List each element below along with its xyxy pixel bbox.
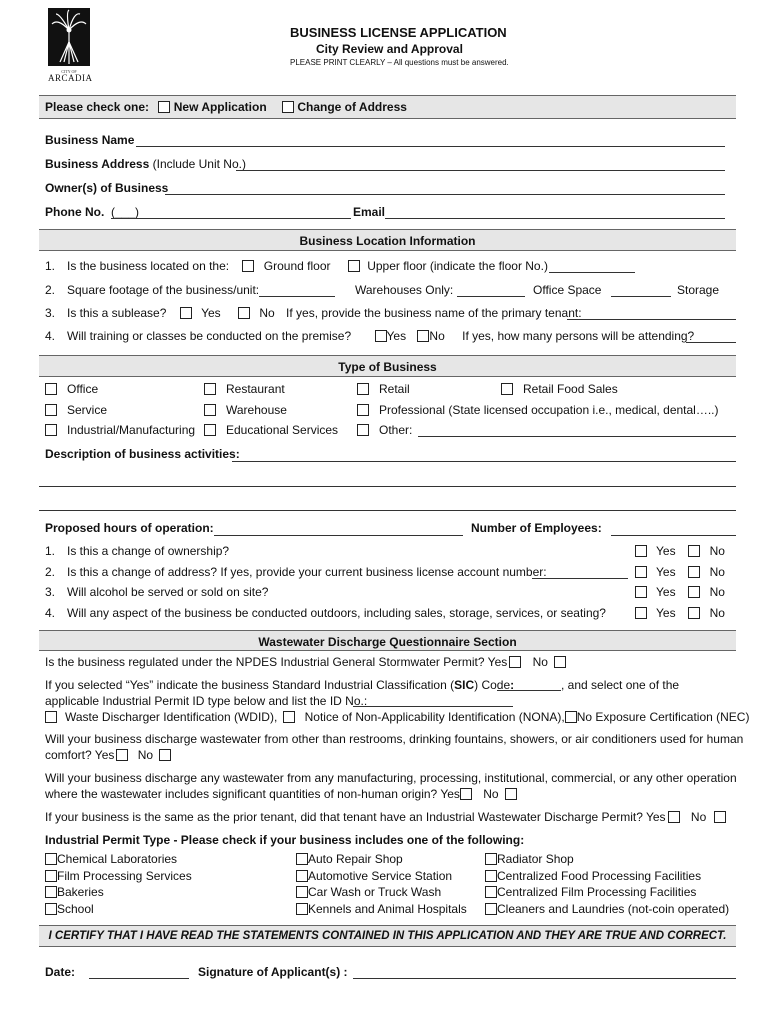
pt-col2-item: Automotive Service Station: [296, 869, 452, 883]
employees-field[interactable]: [611, 535, 736, 536]
phone-label: Phone No.: [45, 205, 105, 219]
human-question-line1: Will your business discharge wastewater from other than restrooms, drinking fountains, showers, or air conditioners used for human: [45, 732, 744, 746]
signature-field[interactable]: [353, 978, 736, 979]
pt-col3-item: Cleaners and Laundries (not-coin operated): [485, 902, 729, 916]
hours-q4: 4. Will any aspect of the business be conducted outdoors, including sales, storage, services, or seating?: [45, 606, 606, 620]
page-subtitle: City Review and Approval: [316, 42, 463, 56]
pt-col2-item: Auto Repair Shop: [296, 852, 403, 866]
retail-checkbox[interactable]: [357, 383, 369, 395]
location-q3: 3. Is this a sublease? Yes No If yes, provide the business name of the primary tenant:: [45, 306, 582, 320]
ground-floor-checkbox[interactable]: [242, 260, 254, 272]
type-col2-item: Educational Services: [204, 423, 338, 437]
auto-repair-checkbox[interactable]: [296, 853, 308, 865]
type-col2-item: Warehouse: [204, 403, 287, 417]
type-col3-item: Professional (State licensed occupation i.e., medical, dental…..): [357, 403, 719, 417]
square-footage-field[interactable]: [259, 296, 335, 297]
chemical-labs-checkbox[interactable]: [45, 853, 57, 865]
palm-tree-icon: [48, 8, 90, 66]
owners-field[interactable]: [165, 194, 725, 195]
pt-col1-item: Chemical Laboratories: [45, 852, 177, 866]
film-facilities-checkbox[interactable]: [485, 886, 497, 898]
npdes-no-checkbox[interactable]: [554, 656, 566, 668]
pt-col3-item: Radiator Shop: [485, 852, 574, 866]
office-space-label: Office Space: [533, 283, 602, 297]
q2-yes-no: Yes No: [635, 565, 725, 579]
date-label: Date:: [45, 965, 76, 979]
q4-yes-no: Yes No: [635, 606, 725, 620]
description-field-2[interactable]: [39, 486, 736, 487]
signature-label: Signature of Applicant(s) :: [198, 965, 348, 979]
new-application-label: New Application: [173, 100, 267, 114]
prior-tenant-question: If your business is the same as the prior tenant, did that tenant have an Industrial Wastewater Discharge Permit? Yes No: [45, 810, 726, 824]
training-yes-checkbox[interactable]: [375, 330, 387, 342]
certify-statement: I CERTIFY THAT I HAVE READ THE STATEMENTS CONTAINED IN THIS APPLICATION AND THEY ARE TRUE AND CORRECT.: [39, 925, 736, 947]
film-processing-checkbox[interactable]: [45, 870, 57, 882]
pt-col1-item: Film Processing Services: [45, 869, 192, 883]
address-change-no-checkbox[interactable]: [688, 566, 700, 578]
permit-id-field[interactable]: [353, 706, 513, 707]
cleaners-checkbox[interactable]: [485, 903, 497, 915]
location-q4: 4. Will training or classes be conducted on the premise? Yes No If yes, how many persons will be attending?: [45, 329, 695, 343]
wastewater-heading: Wastewater Discharge Questionnaire Section: [39, 630, 736, 651]
type-heading: Type of Business: [39, 355, 736, 377]
date-field[interactable]: [89, 978, 189, 979]
page-title: BUSINESS LICENSE APPLICATION: [290, 25, 507, 40]
wdid-checkbox[interactable]: [45, 711, 57, 723]
change-of-address-checkbox[interactable]: [282, 101, 294, 113]
mfg-no-checkbox[interactable]: [505, 788, 517, 800]
phone-field[interactable]: [111, 218, 351, 219]
logo-text: ARCADIA: [48, 73, 93, 83]
check-one-label: Please check one:: [45, 100, 150, 114]
office-checkbox[interactable]: [45, 383, 57, 395]
location-q1: 1. Is the business located on the: Ground floor Upper floor (indicate the floor No.): [45, 259, 548, 273]
email-label: Email: [353, 205, 386, 219]
q1-yes-no: Yes No: [635, 544, 725, 558]
business-address-label: Business Address: [45, 157, 150, 171]
car-wash-checkbox[interactable]: [296, 886, 308, 898]
business-address-row: [45, 157, 246, 171]
pt-col1-item: School: [45, 902, 94, 916]
business-name-label: Business Name: [45, 133, 135, 147]
pt-col1-item: Bakeries: [45, 885, 104, 899]
ownership-yes-checkbox[interactable]: [635, 545, 647, 557]
professional-checkbox[interactable]: [357, 404, 369, 416]
permit-type-heading: Industrial Permit Type - Please check if your business includes one of the following:: [45, 833, 525, 847]
office-sqft-field[interactable]: [611, 296, 671, 297]
ownership-no-checkbox[interactable]: [688, 545, 700, 557]
pt-col3-item: Centralized Film Processing Facilities: [485, 885, 696, 899]
sublease-yes-checkbox[interactable]: [180, 307, 192, 319]
business-address-note: (Include Unit No.): [152, 157, 246, 171]
business-address-field[interactable]: [236, 170, 725, 171]
pt-col3-item: Centralized Food Processing Facilities: [485, 869, 701, 883]
phone-paren: (___): [111, 205, 140, 219]
description-label: Description of business activities:: [45, 447, 240, 461]
restaurant-checkbox[interactable]: [204, 383, 216, 395]
warehouse-sqft-field[interactable]: [457, 296, 525, 297]
city-logo: [48, 8, 93, 83]
retail-food-checkbox[interactable]: [501, 383, 513, 395]
type-col3-item: Retail: [357, 382, 410, 396]
q3-yes-no: Yes No: [635, 585, 725, 599]
npdes-yes-checkbox[interactable]: [509, 656, 521, 668]
hours-q2: 2. Is this a change of address? If yes, provide your current business license account number:: [45, 565, 547, 579]
location-heading: Business Location Information: [39, 229, 736, 251]
hours-field[interactable]: [214, 535, 463, 536]
npdes-question: Is the business regulated under the NPDES Industrial General Stormwater Permit? Yes No: [45, 655, 566, 669]
alcohol-yes-checkbox[interactable]: [635, 586, 647, 598]
food-processing-checkbox[interactable]: [485, 870, 497, 882]
outdoors-yes-checkbox[interactable]: [635, 607, 647, 619]
sublease-no-checkbox[interactable]: [238, 307, 250, 319]
alcohol-no-checkbox[interactable]: [688, 586, 700, 598]
type-col3-item: Other:: [357, 423, 412, 437]
prior-yes-checkbox[interactable]: [668, 811, 680, 823]
type-col1-item: Industrial/Manufacturing: [45, 423, 195, 437]
attendees-field[interactable]: [686, 342, 736, 343]
mfg-yes-checkbox[interactable]: [460, 788, 472, 800]
check-one-band: [39, 95, 736, 119]
service-checkbox[interactable]: [45, 404, 57, 416]
kennels-checkbox[interactable]: [296, 903, 308, 915]
training-no-checkbox[interactable]: [417, 330, 429, 342]
sic-question: If you selected “Yes” indicate the business Standard Industrial Classification (SIC) Code:: [45, 678, 515, 692]
employees-label: Number of Employees:: [471, 521, 602, 535]
outdoors-no-checkbox[interactable]: [688, 607, 700, 619]
other-type-field[interactable]: [418, 436, 736, 437]
industrial-checkbox[interactable]: [45, 424, 57, 436]
new-application-checkbox[interactable]: [158, 101, 170, 113]
hours-q1: 1. Is this a change of ownership?: [45, 544, 230, 558]
service-station-checkbox[interactable]: [296, 870, 308, 882]
hours-label: Proposed hours of operation:: [45, 521, 214, 535]
warehouse-checkbox[interactable]: [204, 404, 216, 416]
hours-q3: 3. Will alcohol be served or sold on site?: [45, 585, 269, 599]
human-yes-checkbox[interactable]: [116, 749, 128, 761]
change-of-address-label: Change of Address: [297, 100, 407, 114]
type-col4-item: Retail Food Sales: [501, 382, 618, 396]
school-checkbox[interactable]: [45, 903, 57, 915]
bakeries-checkbox[interactable]: [45, 886, 57, 898]
storage-label: Storage: [677, 283, 720, 297]
nona-checkbox[interactable]: [283, 711, 295, 723]
human-no-checkbox[interactable]: [159, 749, 171, 761]
primary-tenant-field[interactable]: [567, 319, 736, 320]
logo-small-text: CITY OF: [61, 69, 77, 74]
type-col2-item: Restaurant: [204, 382, 285, 396]
warehouses-only-label: Warehouses Only:: [355, 283, 454, 297]
prior-no-checkbox[interactable]: [714, 811, 726, 823]
type-col1-item: Service: [45, 403, 107, 417]
account-number-field[interactable]: [532, 578, 628, 579]
description-field-1[interactable]: [232, 461, 736, 462]
pt-col2-item: Car Wash or Truck Wash: [296, 885, 441, 899]
address-change-yes-checkbox[interactable]: [635, 566, 647, 578]
floor-number-field[interactable]: [549, 272, 635, 273]
permit-options: Waste Discharger Identification (WDID), Notice of Non-Applicability Identification (NONA), No Exposure Certification (NEC): [45, 710, 749, 724]
print-note: PLEASE PRINT CLEARLY – All questions must be answered.: [290, 58, 509, 67]
type-col1-item: Office: [45, 382, 98, 396]
sic-code-field[interactable]: [497, 690, 561, 691]
human-question-line2: comfort? Yes No: [45, 748, 171, 762]
mfg-question-line1: Will your business discharge any wastewater from any manufacturing, processing, institutional, commercial, or any other operation: [45, 771, 737, 785]
location-q2: 2. Square footage of the business/unit:: [45, 283, 260, 297]
nec-checkbox[interactable]: [565, 711, 577, 723]
mfg-question-line2: where the wastewater includes significant quantities of non-human origin? Yes No: [45, 787, 517, 801]
sic-question-end: , and select one of the: [561, 678, 680, 692]
educational-checkbox[interactable]: [204, 424, 216, 436]
other-checkbox[interactable]: [357, 424, 369, 436]
owners-label: Owner(s) of Business: [45, 181, 169, 195]
email-field[interactable]: [385, 218, 725, 219]
business-name-field[interactable]: [136, 146, 725, 147]
pt-col2-item: Kennels and Animal Hospitals: [296, 902, 467, 916]
description-field-3[interactable]: [39, 510, 736, 511]
radiator-shop-checkbox[interactable]: [485, 853, 497, 865]
upper-floor-checkbox[interactable]: [348, 260, 360, 272]
sic-question-line2: applicable Industrial Permit ID type below and list the ID No.:: [45, 694, 368, 708]
